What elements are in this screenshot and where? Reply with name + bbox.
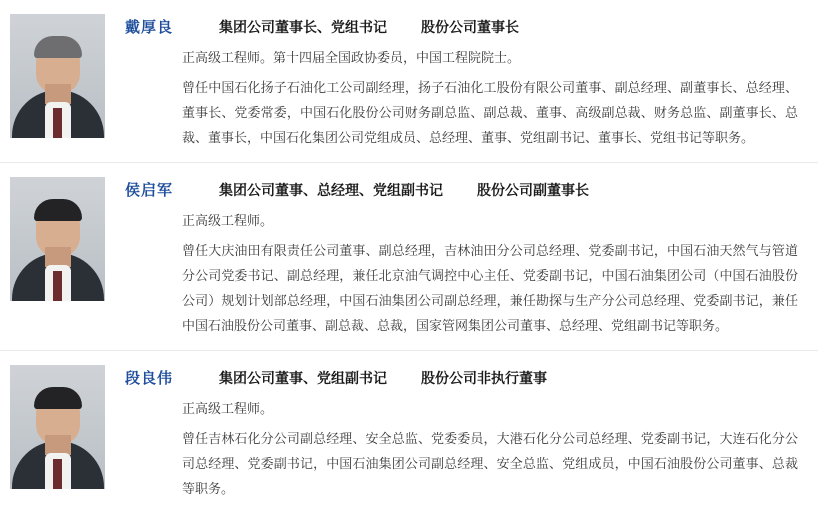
leader-listed-titles: 股份公司董事长 xyxy=(421,19,519,35)
leader-bio xyxy=(125,396,804,501)
leader-bio-paragraph: 正高级工程师。第十四届全国政协委员，中国工程院院士。 xyxy=(182,50,521,65)
leader-name[interactable]: 段良伟 xyxy=(125,370,174,387)
leader-bio-paragraph: 正高级工程师。 xyxy=(182,213,274,228)
leader-bio-paragraph: 曾任吉林石化分公司副总经理、安全总监、党委委员，大港石化分公司总经理、党委副书记，大连石化分公司总经理、党委副书记，中国石油集团公司副总经理、安全总监、党组成员，中国石油股份公司董事、总裁等职务。 xyxy=(182,431,798,496)
portrait-hair xyxy=(34,387,82,409)
portrait-tie xyxy=(53,459,62,489)
leader-bio-paragraph: 曾任大庆油田有限责任公司董事、副总经理，吉林油田分公司总经理、党委副书记，中国石油天然气与管道分公司党委书记、副总经理，兼任北京油气调控中心主任、党委副书记，中国石油集团公司（中国石油股份公司）规划计划部总经理，中国石油集团公司副总经理，兼任勘探与生产分公司总经理、党委副书记，兼任中国石油股份公司董事、副总裁、总裁，国家管网集团公司董事、总经理、党组副书记等职务。 xyxy=(182,243,798,333)
portrait-hou-qijun xyxy=(10,177,105,301)
portrait-neck xyxy=(45,84,71,104)
portrait-tie xyxy=(53,271,62,301)
portrait-neck xyxy=(45,435,71,455)
portrait-neck xyxy=(45,247,71,267)
leader-row xyxy=(0,0,818,163)
leader-bio-paragraph: 正高级工程师。 xyxy=(182,401,274,416)
portrait-duan-liangwei xyxy=(10,365,105,489)
leader-row xyxy=(0,351,818,513)
leader-info-cell xyxy=(125,365,818,501)
leader-bio xyxy=(125,45,804,150)
leader-group-titles: 集团公司董事、党组副书记 xyxy=(219,370,387,386)
portrait-hair xyxy=(34,199,82,221)
leader-group-titles: 集团公司董事长、党组书记 xyxy=(219,19,387,35)
leader-name[interactable]: 戴厚良 xyxy=(125,19,174,36)
leader-row xyxy=(0,163,818,351)
leader-group-titles: 集团公司董事、总经理、党组副书记 xyxy=(219,182,443,198)
leader-listed-titles: 股份公司副董事长 xyxy=(477,182,589,198)
leader-name[interactable]: 侯启军 xyxy=(125,182,174,199)
leader-info-cell xyxy=(125,14,818,150)
portrait-dai-houliang xyxy=(10,14,105,138)
leader-name-line xyxy=(125,14,804,37)
leader-bio xyxy=(125,208,804,338)
portrait-tie xyxy=(53,108,62,138)
leader-listed-titles: 股份公司非执行董事 xyxy=(421,370,547,386)
leader-photo-cell xyxy=(0,365,125,489)
leader-info-cell xyxy=(125,177,818,338)
leader-name-line xyxy=(125,177,804,200)
leader-bio-paragraph: 曾任中国石化扬子石油化工公司副经理，扬子石油化工股份有限公司董事、副总经理、副董事长、总经理、董事长、党委常委，中国石化股份公司财务副总监、副总裁、董事、高级副总裁、财务总监、副董事长、总裁、董事长，中国石化集团公司党组成员、总经理、董事、党组副书记、董事长、党组书记等职务。 xyxy=(182,80,798,145)
leader-name-line xyxy=(125,365,804,388)
portrait-hair xyxy=(34,36,82,58)
leader-photo-cell xyxy=(0,14,125,138)
leader-photo-cell xyxy=(0,177,125,301)
